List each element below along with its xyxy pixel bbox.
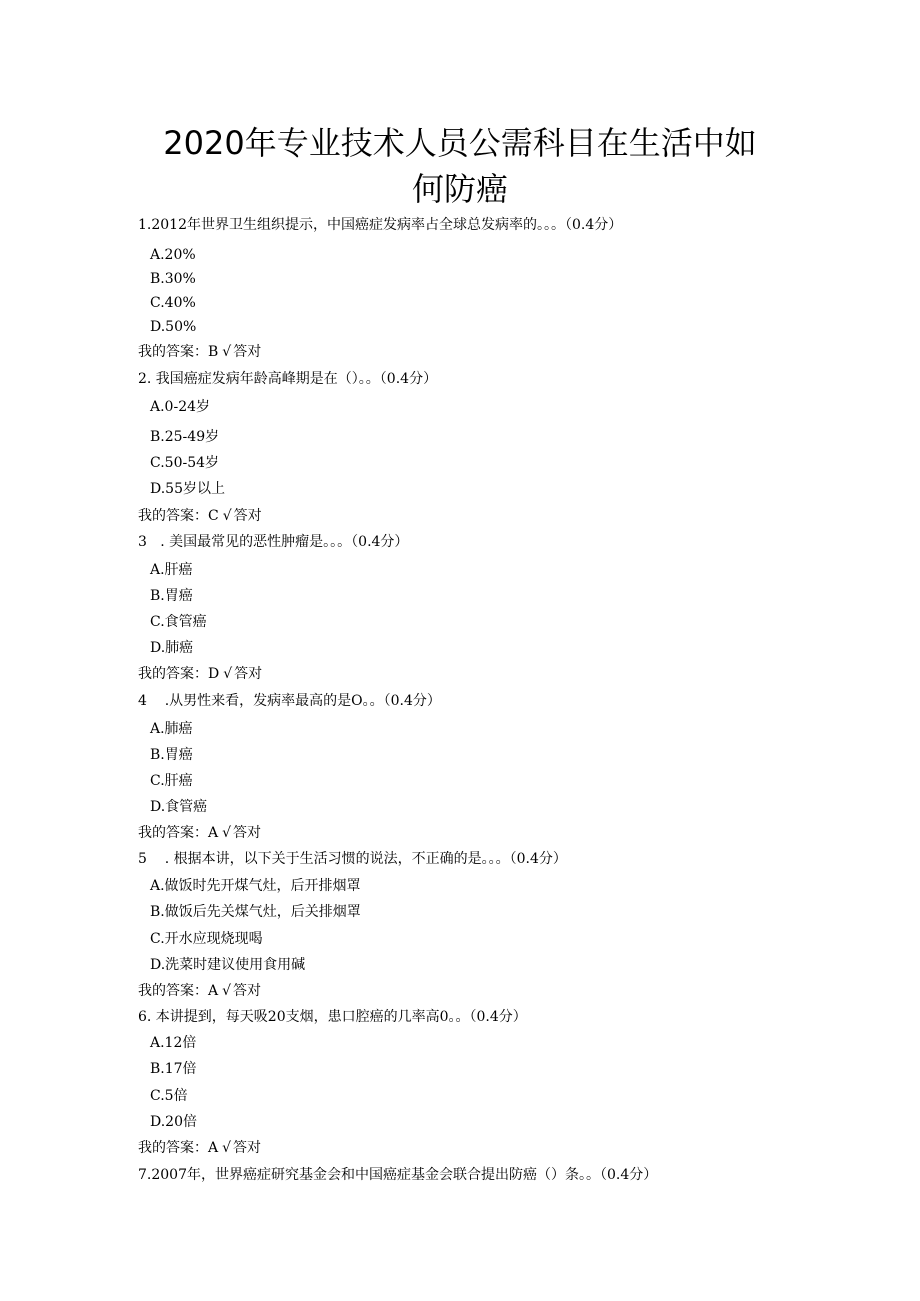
question-1-option-b: B.30% [150, 271, 196, 287]
answer-prefix: 我的答案： [138, 825, 208, 841]
question-2-option-a: A.0-24岁 [150, 399, 211, 415]
question-7-text: 7.2007年，世界癌症研究基金会和中国癌症基金会联合提出防癌（）条。。（0.4分） [138, 1167, 658, 1183]
question-2-answer-line [138, 506, 262, 526]
answer-prefix: 我的答案： [138, 1140, 208, 1156]
check-icon: √ [223, 666, 233, 682]
answer-choice: C [208, 508, 219, 524]
question-4-answer-line [138, 823, 261, 843]
question-3-answer-line [138, 664, 262, 684]
answer-choice: A [208, 1140, 219, 1156]
question-4-option-c: C.肝癌 [150, 773, 193, 789]
answer-result: 答对 [233, 825, 262, 841]
question-5-answer-line [138, 981, 261, 1001]
answer-choice: D [208, 666, 220, 682]
answer-result: 答对 [233, 508, 262, 524]
question-3-option-d: D.肺癌 [150, 640, 194, 656]
answer-prefix: 我的答案： [138, 344, 208, 360]
question-6-text: 6. 本讲提到，每天吸20支烟，患口腔癌的几率高0。。（0.4分） [138, 1009, 527, 1025]
question-6-answer-line [138, 1138, 261, 1158]
answer-prefix: 我的答案： [138, 508, 208, 524]
answer-choice: B [208, 344, 219, 360]
question-5-text: 5 . 根据本讲，以下关于生活习惯的说法，不正确的是。。。（0.4分） [138, 851, 567, 867]
answer-result: 答对 [233, 983, 262, 999]
question-5-option-c: C.开水应现烧现喝 [150, 931, 263, 947]
check-icon: √ [222, 825, 232, 841]
question-6-option-c: C.5倍 [150, 1088, 188, 1104]
question-3-option-b: B.胃癌 [150, 588, 193, 604]
question-2-option-d: D.55岁以上 [150, 481, 225, 497]
document-title-line-2: 何防癌 [411, 170, 508, 208]
question-1-option-a: A.20% [150, 247, 196, 263]
question-1-option-d: D.50% [150, 319, 197, 335]
question-6-option-a: A.12倍 [150, 1035, 197, 1051]
question-3-option-c: C.食管癌 [150, 614, 207, 630]
question-4-option-d: D.食管癌 [150, 799, 208, 815]
question-2-option-c: C.50-54岁 [150, 455, 220, 471]
question-1-option-c: C.40% [150, 295, 196, 311]
question-1-answer-line [138, 342, 261, 362]
question-4-option-b: B.胃癌 [150, 747, 193, 763]
question-4-text: 4 .从男性来看，发病率最高的是O。。（0.4分） [138, 693, 441, 709]
question-5-option-d: D.洗菜时建议使用食用碱 [150, 957, 306, 973]
question-6-option-b: B.17倍 [150, 1061, 197, 1077]
document-title-line-1: 2020年专业技术人员公需科目在生活中如 [163, 124, 757, 162]
answer-prefix: 我的答案： [138, 983, 208, 999]
check-icon: √ [222, 508, 232, 524]
answer-choice: A [208, 983, 219, 999]
check-icon: √ [222, 344, 232, 360]
question-5-option-a: A.做饭时先开煤气灶，后开排烟罩 [150, 878, 361, 894]
answer-choice: A [208, 825, 219, 841]
question-3-option-a: A.肝癌 [150, 562, 193, 578]
question-4-option-a: A.肺癌 [150, 721, 193, 737]
check-icon: √ [222, 983, 232, 999]
question-1-text: 1.2012年世界卫生组织提示，中国癌症发病率占全球总发病率的。。。（0.4分） [138, 217, 623, 233]
check-icon: √ [222, 1140, 232, 1156]
question-2-option-b: B.25-49岁 [150, 429, 220, 445]
question-2-text: 2. 我国癌症发病年龄高峰期是在（）。。（0.4分） [138, 371, 438, 387]
question-5-option-b: B.做饭后先关煤气灶，后关排烟罩 [150, 904, 361, 920]
question-6-option-d: D.20倍 [150, 1114, 197, 1130]
question-3-text: 3 . 美国最常见的恶性肿瘤是。。。（0.4分） [138, 534, 409, 550]
answer-result: 答对 [234, 666, 263, 682]
answer-prefix: 我的答案： [138, 666, 208, 682]
answer-result: 答对 [233, 344, 262, 360]
answer-result: 答对 [233, 1140, 262, 1156]
